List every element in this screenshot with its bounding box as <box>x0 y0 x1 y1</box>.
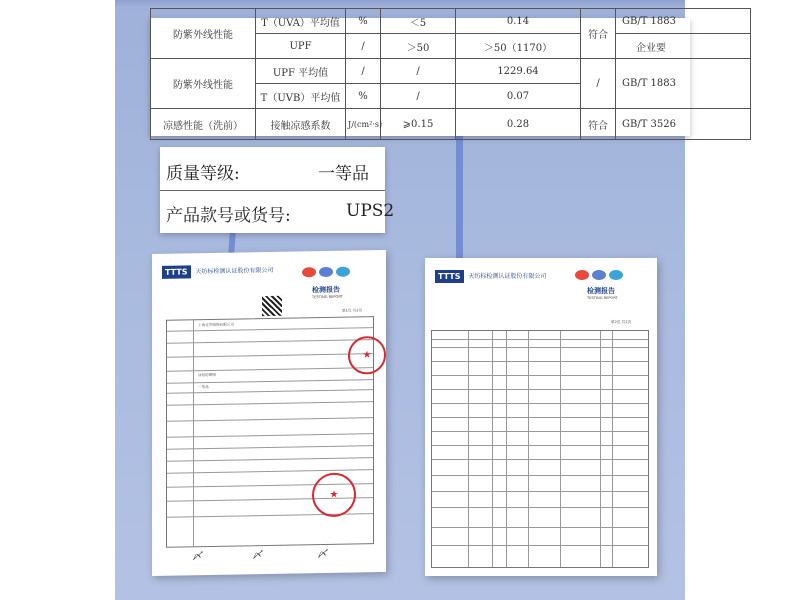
table-cell: GB/T 1883 <box>616 59 751 109</box>
table-cell: % <box>346 9 381 34</box>
cert-logos <box>575 270 623 280</box>
cnas-logo-icon <box>592 270 606 280</box>
table-cell: UPF <box>256 34 346 59</box>
signature: 〆 <box>317 548 327 561</box>
cert-logos <box>302 267 350 278</box>
table-cell: / <box>581 59 616 109</box>
cma-logo-icon <box>575 270 589 280</box>
grade-label: 质量等级: <box>166 164 240 184</box>
qr-code-icon <box>262 296 282 316</box>
org-name: 天纺标检测认证股份有限公司 <box>195 266 274 276</box>
doc-header <box>162 264 273 279</box>
client-name: 上海北草服饰有限公司 <box>198 322 234 328</box>
quality-grade: 一等品 <box>198 385 209 390</box>
table-cell: 凉感性能（洗前） <box>151 109 256 140</box>
table-cell: 接触凉感系数 <box>256 109 346 140</box>
report-page-1 <box>152 250 386 576</box>
table-cell: GB/T 3526 <box>616 109 751 140</box>
table-cell: J/(cm²·s) <box>346 109 381 140</box>
ilac-logo-icon <box>336 267 350 277</box>
sample-name: 冰丝防晒服 <box>198 372 216 378</box>
table-cell: 企业要 <box>616 34 751 59</box>
table-cell: % <box>346 84 381 109</box>
table-row <box>151 59 751 84</box>
table-cell: UPF 平均值 <box>256 59 346 84</box>
table-cell: ＞50 <box>381 34 456 59</box>
report-title-en: TESTING REPORT <box>587 296 618 300</box>
brand-logo: TTTS <box>162 265 191 278</box>
ilac-logo-icon <box>609 270 623 280</box>
org-name: 天纺标检测认证股份有限公司 <box>468 273 547 280</box>
table-cell: 1229.64 <box>456 59 581 84</box>
table-cell: / <box>346 34 381 59</box>
table-cell: 防紫外线性能 <box>151 59 256 109</box>
signature: 〆 <box>192 551 202 563</box>
table-cell: 符合 <box>581 109 616 140</box>
cnas-logo-icon <box>319 267 333 277</box>
table-cell: 0.07 <box>456 84 581 109</box>
table-cell <box>616 9 751 34</box>
table-cell: / <box>381 59 456 84</box>
table-row <box>151 9 751 34</box>
page-number: 第2页 共2页 <box>611 320 632 324</box>
zoomed-product-info <box>160 147 395 233</box>
table-cell: 0.28 <box>456 109 581 140</box>
model-row <box>166 201 395 241</box>
cma-logo-icon <box>302 267 316 277</box>
table-cell: 防紫外线性能 <box>151 9 256 59</box>
table-cell: / <box>346 59 381 84</box>
report-title: 检测报告 <box>587 287 615 295</box>
model-value: UPS2 <box>346 201 395 221</box>
table-cell: 符合 <box>581 9 616 59</box>
signature: 〆 <box>252 550 262 562</box>
table-cell: T（UVA）平均值 <box>256 9 346 34</box>
table-cell: T（UVB）平均值 <box>256 84 346 109</box>
report-page-2 <box>425 258 657 576</box>
report-grid <box>431 330 649 568</box>
grade-value: 一等品 <box>318 164 369 184</box>
zoomed-test-table <box>150 15 690 136</box>
report-title: 检测报告 <box>312 285 340 295</box>
grade-row <box>166 159 385 199</box>
table-row <box>151 109 751 140</box>
brand-logo: TTTS <box>435 270 464 283</box>
report-title-en: TESTING REPORT <box>312 294 343 300</box>
page-number: 第1页 共2页 <box>342 308 363 313</box>
table-cell: ⩾0.15 <box>381 109 456 140</box>
table-cell: 0.14 <box>456 9 581 34</box>
model-label: 产品款号或货号: <box>166 206 291 226</box>
table-cell: / <box>381 84 456 109</box>
table-cell-text: GB/T 1883 <box>622 15 677 27</box>
table-cell: ＜5 <box>381 9 456 34</box>
table-cell: ＞50（1170） <box>456 34 581 59</box>
doc-header <box>435 270 546 283</box>
red-seal-icon <box>348 336 386 375</box>
